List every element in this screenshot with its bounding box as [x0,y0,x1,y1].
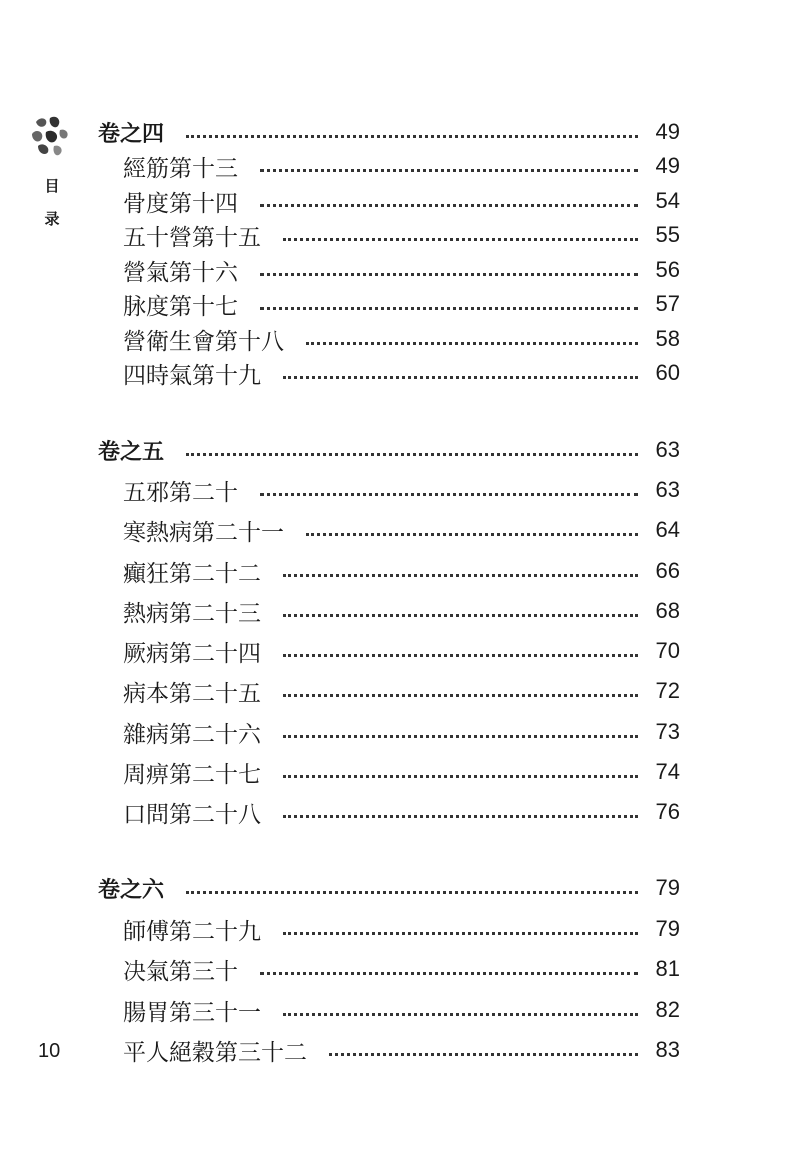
section-title: 卷之六 [98,877,165,903]
toc-chapter[interactable] [123,634,680,668]
chapter-title: 營衛生會第十八 [123,328,284,355]
dot-leader [283,238,638,241]
toc-chapter[interactable] [123,993,680,1027]
chapter-title: 决氣第三十 [123,958,238,985]
dot-leader [329,1053,638,1056]
page-ref: 49 [655,119,680,144]
section-title: 卷之五 [98,439,165,465]
ink-blot-logo-icon [30,114,72,162]
sidebar-label-mu: 目 [44,177,60,195]
section-title: 卷之四 [98,121,165,147]
toc-chapter[interactable] [123,356,680,390]
chapter-title: 平人絕穀第三十二 [123,1039,307,1066]
page-ref: 63 [655,437,680,462]
dot-leader [283,735,638,738]
dot-leader [283,614,638,617]
page-ref: 79 [655,916,680,941]
dot-leader [283,574,638,577]
toc-chapter[interactable] [123,674,680,708]
toc-chapter[interactable] [123,513,680,547]
page-ref: 73 [655,719,680,744]
page-ref: 70 [655,638,680,663]
toc-chapter[interactable] [123,253,680,287]
toc-section-5[interactable] [98,433,680,467]
dot-leader [283,694,638,697]
toc-chapter[interactable] [123,149,680,183]
dot-leader [186,891,638,894]
page-ref: 66 [655,558,680,583]
toc-chapter[interactable] [123,952,680,986]
toc-chapter[interactable] [123,218,680,252]
chapter-title: 雜病第二十六 [123,721,261,748]
chapter-title: 腸胃第三十一 [123,999,261,1026]
toc-chapter[interactable] [123,184,680,218]
page-ref: 55 [655,222,680,247]
page-number: 10 [38,1040,61,1062]
sidebar-label-lu: 录 [44,210,60,228]
dot-leader [283,932,638,935]
page-ref: 57 [655,291,680,316]
page-ref: 76 [655,799,680,824]
chapter-title: 寒熱病第二十一 [123,519,284,546]
chapter-title: 癲狂第二十二 [123,560,261,587]
dot-leader [260,972,638,975]
page-ref: 63 [655,477,680,502]
chapter-title: 熱病第二十三 [123,600,261,627]
chapter-title: 四時氣第十九 [123,362,261,389]
page-ref: 68 [655,598,680,623]
page-ref: 82 [655,997,680,1022]
toc-chapter[interactable] [123,795,680,829]
page-ref: 79 [655,875,680,900]
page-ref: 81 [655,956,680,981]
chapter-title: 周痹第二十七 [123,761,261,788]
toc-chapter[interactable] [123,554,680,588]
toc-section-4[interactable] [98,115,680,149]
toc-chapter[interactable] [123,755,680,789]
toc-chapter[interactable] [123,473,680,507]
chapter-title: 脉度第十七 [123,293,238,320]
dot-leader [283,654,638,657]
dot-leader [186,453,638,456]
chapter-title: 營氣第十六 [123,259,238,286]
toc-chapter[interactable] [123,594,680,628]
toc-section-6[interactable] [98,871,680,905]
page-ref: 64 [655,517,680,542]
dot-leader [306,342,638,345]
toc-chapter[interactable] [123,287,680,321]
dot-leader [260,273,638,276]
page-ref: 83 [655,1037,680,1062]
dot-leader [283,376,638,379]
page-ref: 49 [655,153,680,178]
chapter-title: 五十營第十五 [123,224,261,251]
dot-leader [283,1013,638,1016]
page-ref: 60 [655,360,680,385]
toc-chapter[interactable] [123,912,680,946]
dot-leader [186,135,638,138]
page-ref: 54 [655,188,680,213]
chapter-title: 經筋第十三 [123,155,238,182]
dot-leader [260,493,638,496]
page-ref: 72 [655,678,680,703]
page-ref: 74 [655,759,680,784]
dot-leader [283,775,638,778]
chapter-title: 厥病第二十四 [123,640,261,667]
toc-chapter[interactable] [123,1033,680,1067]
dot-leader [260,169,638,172]
chapter-title: 骨度第十四 [123,190,238,217]
chapter-title: 五邪第二十 [123,479,238,506]
toc-chapter[interactable] [123,715,680,749]
dot-leader [283,815,638,818]
dot-leader [260,307,638,310]
page-ref: 56 [655,257,680,282]
dot-leader [306,533,638,536]
chapter-title: 師傅第二十九 [123,918,261,945]
toc-chapter[interactable] [123,322,680,356]
dot-leader [260,204,638,207]
chapter-title: 病本第二十五 [123,680,261,707]
chapter-title: 口問第二十八 [123,801,261,828]
page-ref: 58 [655,326,680,351]
